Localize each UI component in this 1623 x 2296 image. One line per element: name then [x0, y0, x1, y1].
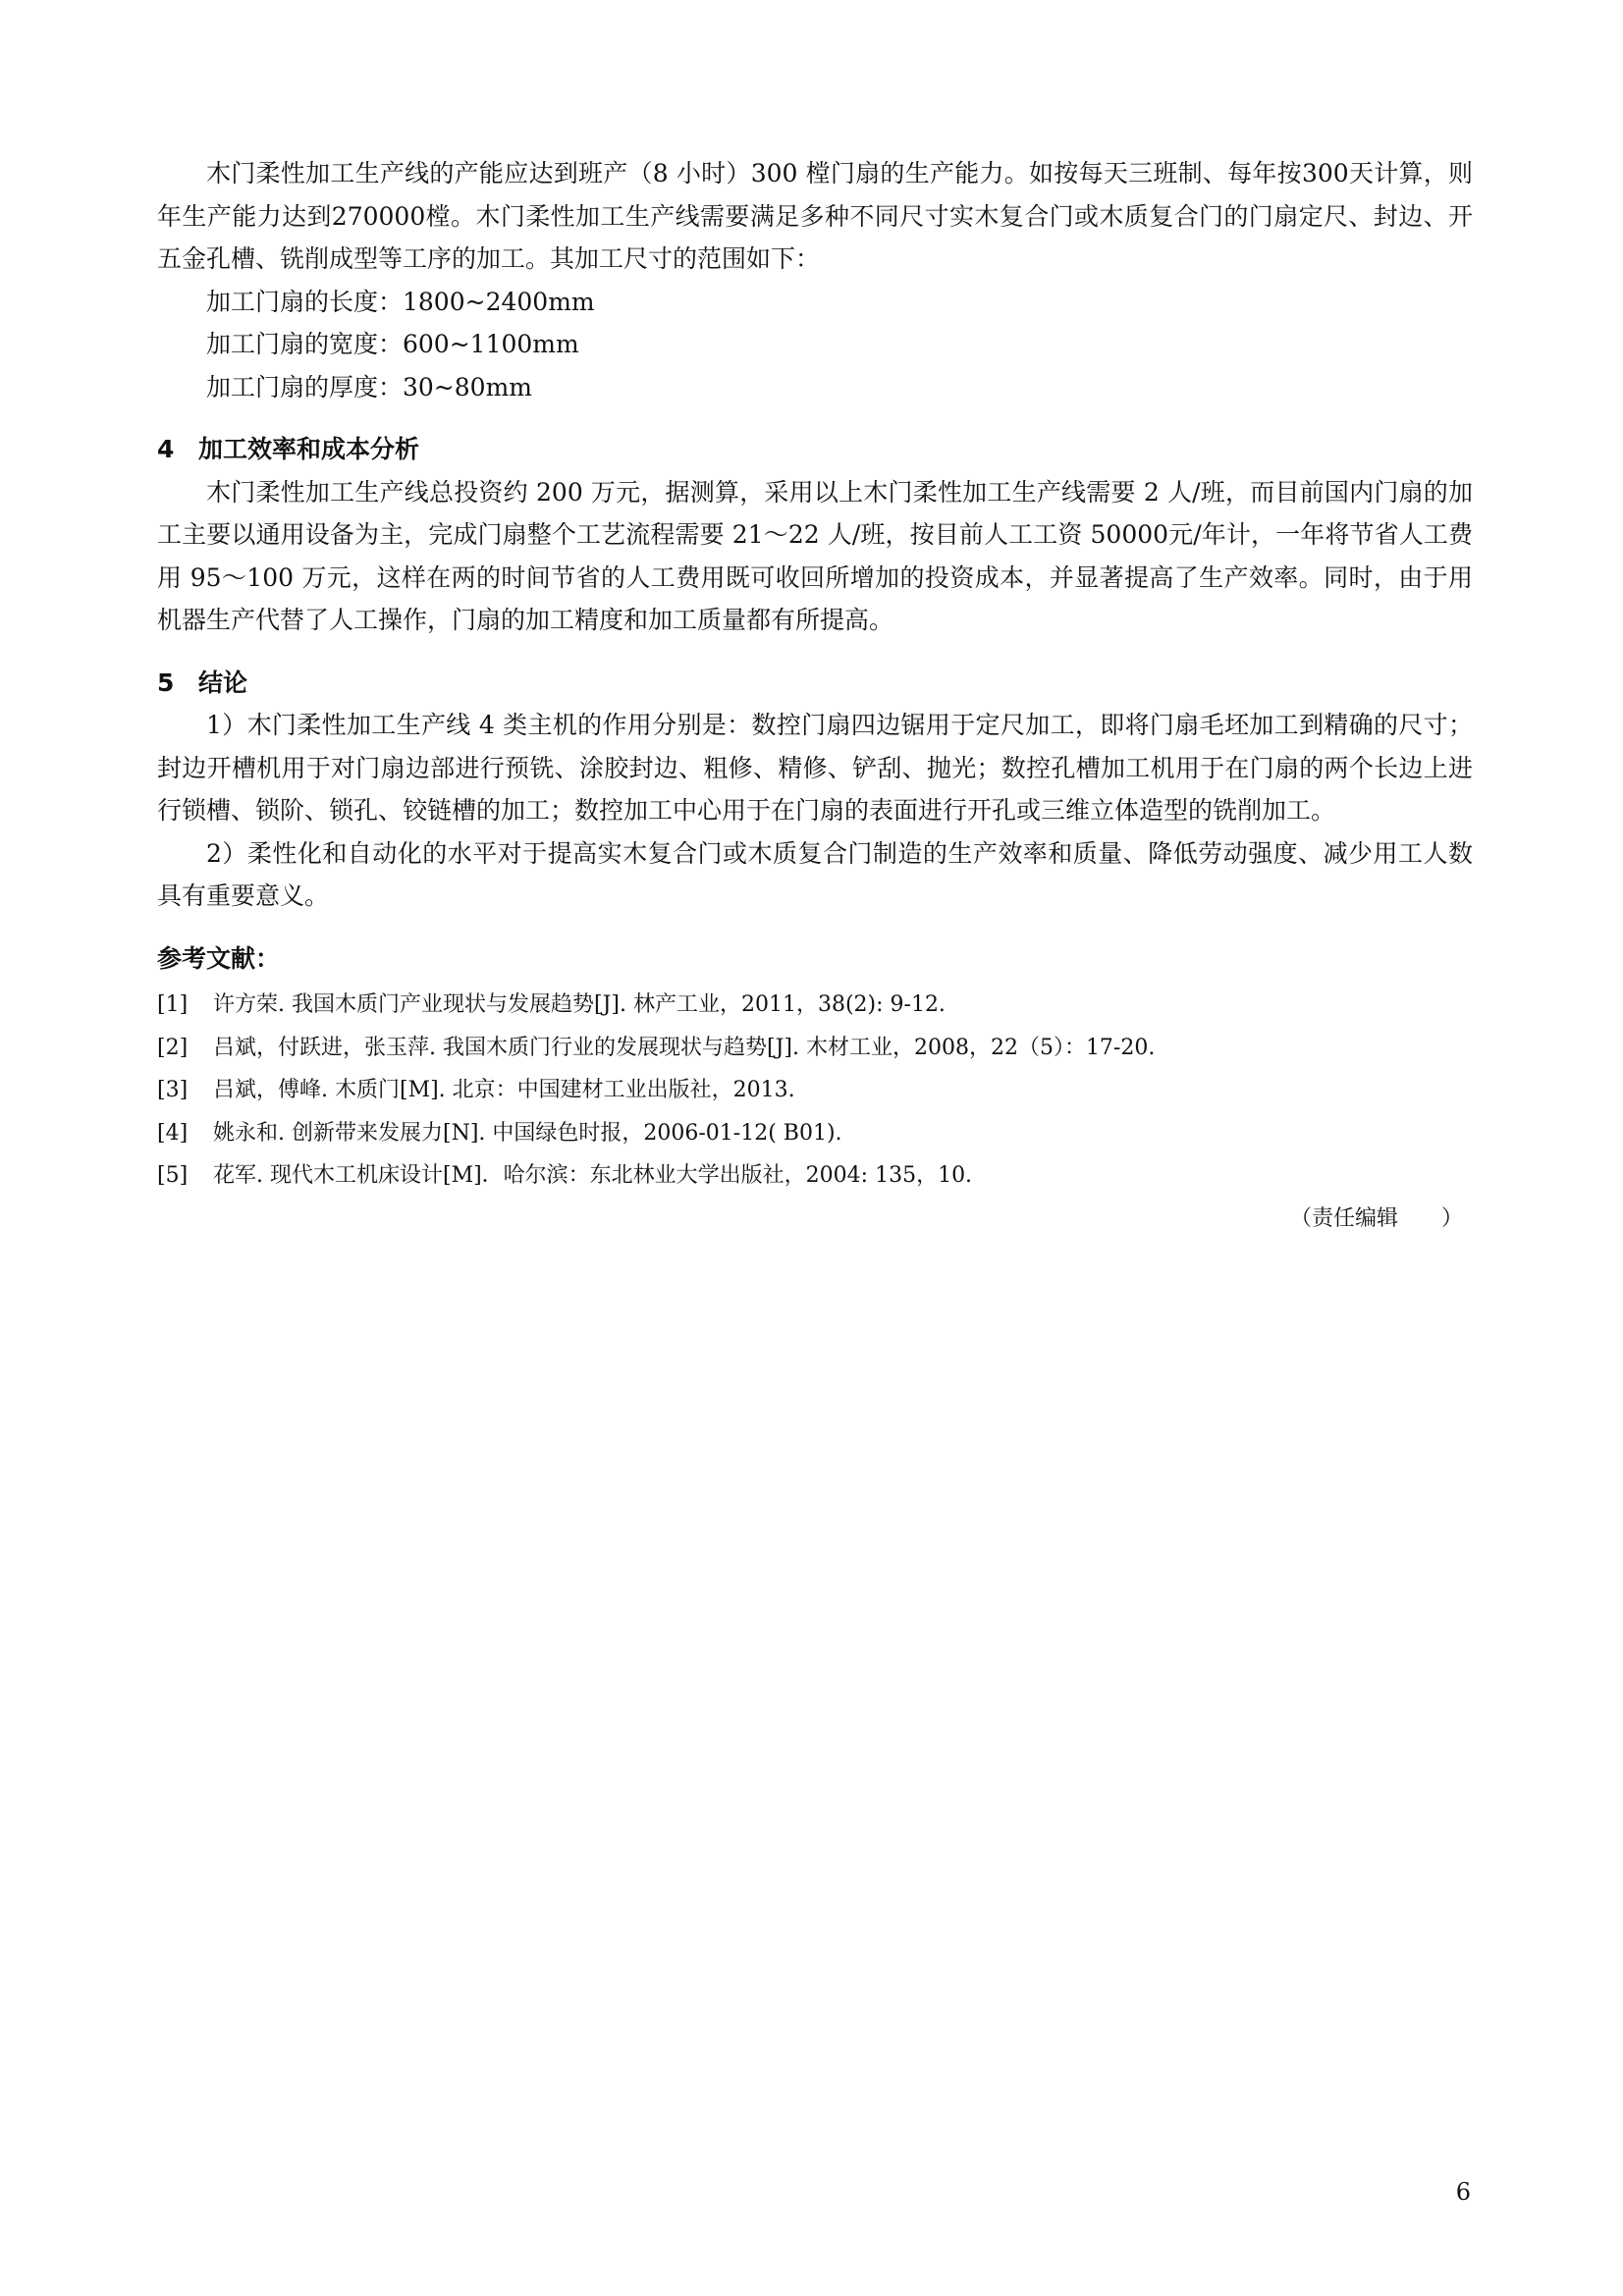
reference-number: [4] [157, 1120, 189, 1146]
reference-item [157, 984, 1473, 1027]
reference-number: [1] [157, 992, 189, 1017]
reference-item [157, 1154, 1473, 1198]
reference-number: [2] [157, 1035, 189, 1060]
reference-item [157, 1069, 1473, 1112]
editor-note: （责任编辑 ） [1289, 1205, 1463, 1231]
reference-text: 花军. 现代木工机床设计[M]．哈尔滨：东北林业大学出版社，2004: 135，10. [213, 1163, 973, 1188]
page-number: 6 [1455, 2178, 1471, 2206]
section-5-title: 结论 [198, 667, 248, 697]
section-4-paragraph: 木门柔性加工生产线总投资约 200 万元，据测算，采用以上木门柔性加工生产线需要 2 人/班，而目前国内门扇的加工主要以通用设备为主，完成门扇整个工艺流程需要 21～22 人/班，按目前人工工资 50000元/年计，一年将节省人工费用 95～100 万元，这样在两的时间节省的人工费用既可收回所增加的投资成本，并显著提高了生产效率。同时，由于用机器生产代替了人工操作，门扇的加工精度和加工质量都有所提高。 [157, 477, 1473, 634]
references-list [157, 984, 1473, 1198]
reference-text: 许方荣. 我国木质门产业现状与发展趋势[J]. 林产工业，2011，38(2): 9-12. [213, 992, 946, 1017]
section-5-heading [157, 662, 1473, 705]
reference-text: 吕斌，傅峰. 木质门[M]. 北京：中国建材工业出版社，2013. [213, 1078, 795, 1102]
spec-width: 加工门扇的宽度：600~1100mm [206, 330, 579, 358]
reference-number: [5] [157, 1163, 189, 1188]
page-body [157, 152, 1473, 1240]
section-5-number: 5 [157, 667, 175, 697]
conclusion-paragraph-2: 2）柔性化和自动化的水平对于提高实木复合门或木质复合门制造的生产效率和质量、降低劳动强度、减少用工人数具有重要意义。 [157, 838, 1473, 910]
spec-length: 加工门扇的长度：1800~2400mm [206, 287, 595, 316]
conclusion-paragraph-1: 1）木门柔性加工生产线 4 类主机的作用分别是：数控门扇四边锯用于定尺加工，即将门扇毛坯加工到精确的尺寸；封边开槽机用于对门扇边部进行预铣、涂胶封边、粗修、精修、铲刮、抛光；数控孔槽加工机用于在门扇的两个长边上进行锁槽、锁阶、锁孔、铰链槽的加工；数控加工中心用于在门扇的表面进行开孔或三维立体造型的铣削加工。 [157, 711, 1473, 825]
reference-text: 姚永和. 创新带来发展力[N]. 中国绿色时报，2006-01-12( B01). [213, 1120, 842, 1146]
references-heading: 参考文献： [157, 943, 281, 973]
section-4-title: 加工效率和成本分析 [198, 435, 420, 463]
spec-thickness: 加工门扇的厚度：30~80mm [206, 372, 532, 401]
intro-paragraph: 木门柔性加工生产线的产能应达到班产（8 小时）300 樘门扇的生产能力。如按每天三班制、每年按300天计算，则年生产能力达到270000樘。木门柔性加工生产线需要满足多种不同尺寸实木复合门或木质复合门的门扇定尺、封边、开五金孔槽、铣削成型等工序的加工。其加工尺寸的范围如下： [157, 159, 1473, 273]
reference-text: 吕斌，付跃进，张玉萍. 我国木质门行业的发展现状与趋势[J]. 木材工业，2008，22（5）：17-20. [213, 1035, 1156, 1060]
reference-item [157, 1027, 1473, 1070]
reference-item [157, 1112, 1473, 1155]
section-4-heading [157, 428, 1473, 471]
reference-number: [3] [157, 1078, 189, 1102]
section-4-number: 4 [157, 435, 175, 463]
